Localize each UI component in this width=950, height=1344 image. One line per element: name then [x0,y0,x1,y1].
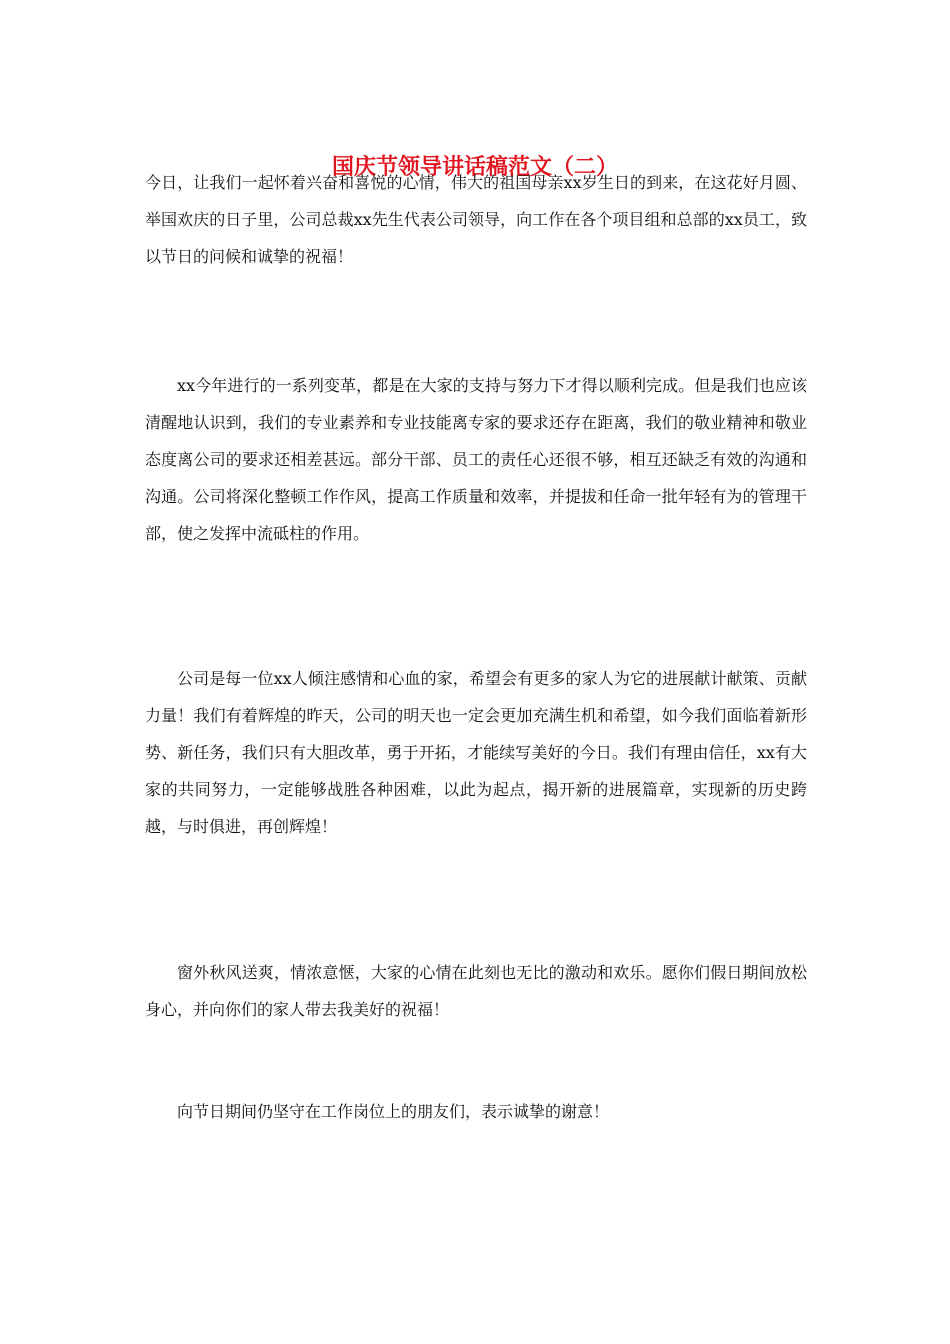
paragraph-reform: xx今年进行的一系列变革，都是在大家的支持与努力下才得以顺利完成。但是我们也应该清醒地认识到，我们的专业素养和专业技能离专家的要求还存在距离，我们的敬业精神和敬业态度离公司的要求还相差甚远。部分干部、员工的责任心还很不够，相互还缺乏有效的沟通和沟通。公司将深化整顿工作作风，提高工作质量和效率，并提拔和任命一批年轻有为的管理干部，使之发挥中流砥柱的作用。 [145,376,807,543]
paragraph-company-home: 公司是每一位xx人倾注感情和心血的家，希望会有更多的家人为它的进展献计献策、贡献力量！我们有着辉煌的昨天，公司的明天也一定会更加充满生机和希望，如今我们面临着新形势、新任务，我们只有大胆改革，勇于开拓，才能续写美好的今日。我们有理由信任，xx有大家的共同努力，一定能够战胜各种困难，以此为起点，揭开新的进展篇章，实现新的历史跨越，与时俱进，再创辉煌！ [145,669,807,836]
document-title: 国庆节领导讲话稿范文（二） [331,154,618,180]
paragraph-thanks: 向节日期间仍坚守在工作岗位上的朋友们，表示诚挚的谢意！ [177,1102,610,1121]
paragraph-greeting: 今日，让我们一起怀着兴奋和喜悦的心情，伟大的祖国母亲xx岁生日的到来，在这花好月圆、举国欢庆的日子里，公司总裁xx先生代表公司领导，向工作在各个项目组和总部的xx员工，致以节日的问候和诚挚的祝福！ [145,173,807,266]
paragraph-autumn-wishes: 窗外秋风送爽，情浓意惬，大家的心情在此刻也无比的激动和欢乐。愿你们假日期间放松身心，并向你们的家人带去我美好的祝福！ [145,963,807,1019]
